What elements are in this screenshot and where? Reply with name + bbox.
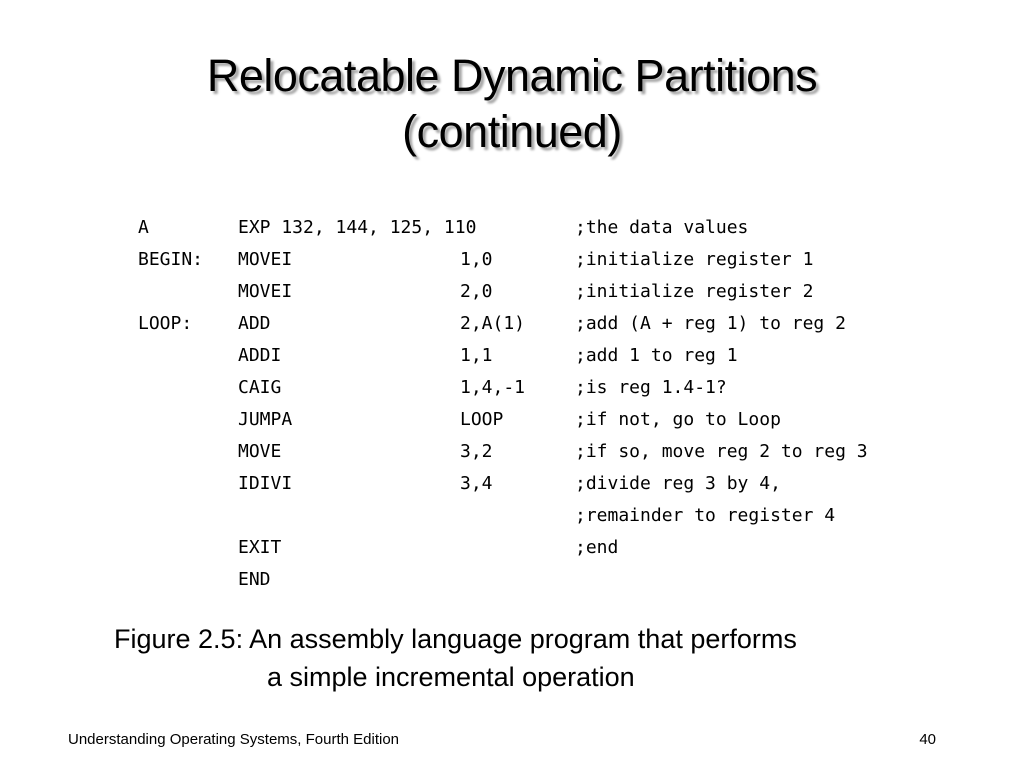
code-comment: ;divide reg 3 by 4, (575, 473, 781, 494)
code-line (138, 436, 868, 468)
code-line (138, 468, 781, 500)
code-op: MOVE (238, 441, 282, 462)
code-line (138, 308, 846, 340)
code-args: LOOP (460, 409, 504, 430)
code-op: END (238, 569, 271, 590)
code-args: 2,0 (460, 281, 493, 302)
code-line (138, 212, 749, 244)
code-args: 1,4,-1 (460, 377, 526, 398)
code-comment: ;if so, move reg 2 to reg 3 (575, 441, 868, 462)
code-line (138, 372, 727, 404)
page-number: 40 (919, 731, 936, 748)
code-line (138, 564, 271, 596)
caption-line-1: Figure 2.5: An assembly language program that performs (114, 624, 797, 654)
code-op: MOVEI (238, 281, 293, 302)
code-op: EXP 132, 144, 125, 110 (238, 217, 477, 238)
code-args: 3,2 (460, 441, 493, 462)
code-line (138, 500, 836, 532)
code-label: A (138, 217, 149, 238)
slide-title (0, 48, 1024, 160)
code-line (138, 340, 738, 372)
code-comment: ;remainder to register 4 (575, 505, 836, 526)
code-args: 3,4 (460, 473, 493, 494)
code-op: JUMPA (238, 409, 293, 430)
code-op: ADD (238, 313, 271, 334)
footer-book-title: Understanding Operating Systems, Fourth Edition (68, 731, 400, 748)
code-op: MOVEI (238, 249, 293, 270)
code-comment: ;initialize register 1 (575, 249, 814, 270)
code-line (138, 276, 814, 308)
code-comment: ;the data values (575, 217, 749, 238)
code-op: IDIVI (238, 473, 293, 494)
code-comment: ;if not, go to Loop (575, 409, 781, 430)
code-label: LOOP: (138, 313, 193, 334)
code-comment: ;is reg 1.4-1? (575, 377, 727, 398)
code-comment: ;end (575, 537, 619, 558)
code-op: CAIG (238, 377, 282, 398)
code-listing (138, 212, 868, 596)
code-args: 1,0 (460, 249, 493, 270)
title-line-1: Relocatable Dynamic Partitions (206, 50, 818, 101)
code-op: EXIT (238, 537, 282, 558)
code-args: 2,A(1) (460, 313, 526, 334)
caption-line-2: a simple incremental operation (267, 662, 635, 692)
code-line (138, 404, 781, 436)
code-comment: ;add 1 to reg 1 (575, 345, 738, 366)
code-args: 1,1 (460, 345, 493, 366)
code-line (138, 532, 619, 564)
title-line-2: (continued) (402, 106, 622, 157)
code-comment: ;initialize register 2 (575, 281, 814, 302)
code-op: ADDI (238, 345, 282, 366)
code-comment: ;add (A + reg 1) to reg 2 (575, 313, 846, 334)
code-label: BEGIN: (138, 249, 204, 270)
code-line (138, 244, 814, 276)
